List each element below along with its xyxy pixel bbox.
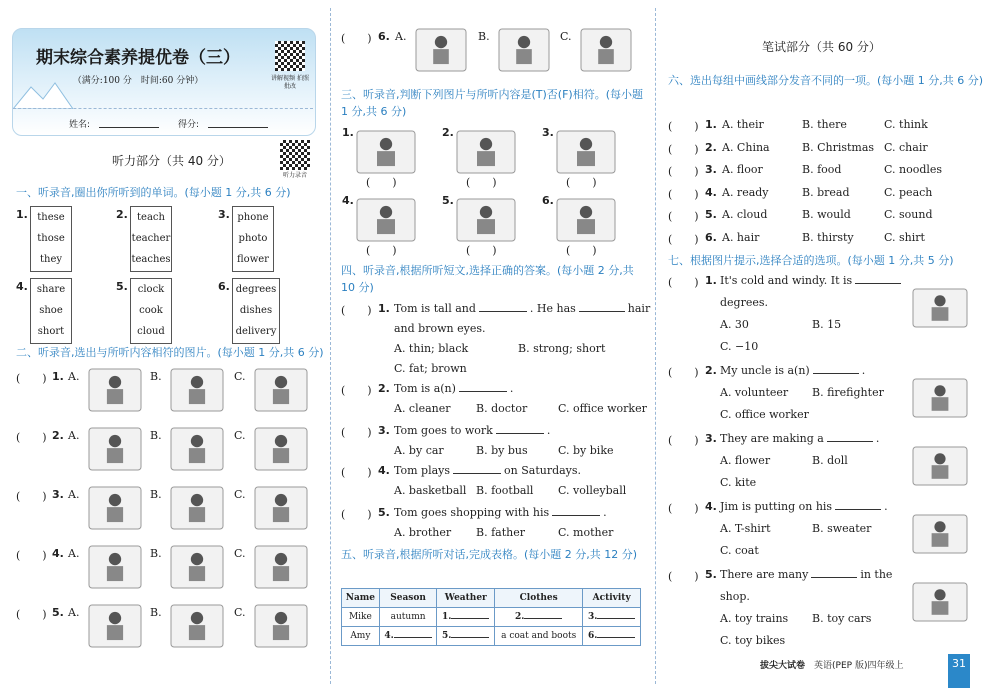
- footer-brand: 拔尖大试卷: [760, 661, 806, 671]
- blank-number: 5.: [442, 631, 452, 641]
- page-number: 31: [948, 654, 970, 688]
- table-cell: a coat and boots: [495, 627, 583, 646]
- question-number: 4.: [52, 547, 64, 560]
- option-letter: C.: [234, 547, 246, 560]
- question-number: 1.: [52, 370, 64, 383]
- answer-paren[interactable]: ( ): [466, 176, 497, 189]
- kids-running-picture: [254, 545, 308, 589]
- answer-blank[interactable]: [524, 618, 562, 619]
- answer-option[interactable]: A. T-shirt: [720, 522, 771, 535]
- answer-paren[interactable]: ( ): [668, 434, 699, 447]
- question-stem: .: [546, 424, 551, 437]
- footer: [760, 658, 903, 671]
- table-blank-cell[interactable]: [437, 627, 495, 646]
- word-option[interactable]: B. food: [802, 163, 842, 176]
- table-header-row: [342, 589, 641, 608]
- word-option[interactable]: C. peach: [884, 185, 933, 199]
- question-stem: Tom is a(n): [394, 382, 456, 395]
- word-option[interactable]: C. chair: [884, 140, 928, 154]
- listening-heading: 听力部分（共 40 分）: [112, 154, 231, 168]
- question-stem: Tom plays: [394, 464, 451, 477]
- page-title: 期末综合素养提优卷（三）: [36, 48, 240, 68]
- word-option[interactable]: these: [37, 212, 65, 223]
- section-title: 三、听录音,判断下列图片与所听内容是(T)否(F)相符。(每小题 1 分,共 6 分): [341, 88, 643, 118]
- word-option[interactable]: dishes: [239, 305, 273, 316]
- table-tennis-picture: [556, 130, 616, 174]
- word-option[interactable]: shoe: [39, 305, 63, 316]
- answer-paren[interactable]: ( ): [668, 165, 699, 178]
- question-text: [394, 506, 607, 519]
- question-number: 3.: [378, 424, 390, 437]
- answer-option[interactable]: C. fat; brown: [394, 362, 467, 375]
- answer-option[interactable]: A. brother: [394, 526, 452, 539]
- question-text: shop.: [720, 590, 750, 603]
- table-row: [342, 608, 641, 627]
- score-field[interactable]: [208, 127, 268, 128]
- boy-on-bike-picture: [254, 368, 308, 412]
- question-stem: hair: [627, 302, 651, 315]
- answer-blank[interactable]: [813, 373, 859, 374]
- question-stem: .: [875, 432, 880, 445]
- question-number: 4.: [16, 280, 28, 293]
- answer-paren[interactable]: ( ): [16, 549, 47, 562]
- answer-paren[interactable]: ( ): [566, 176, 597, 189]
- option-letter: B.: [150, 547, 162, 560]
- answer-option[interactable]: B. doctor: [476, 402, 528, 415]
- answer-paren[interactable]: ( ): [668, 366, 699, 379]
- word-option[interactable]: A. cloud: [722, 208, 768, 221]
- answer-option[interactable]: B. strong; short: [518, 342, 606, 355]
- question-number: 2.: [705, 140, 717, 154]
- word-option[interactable]: teaches: [131, 254, 171, 265]
- word-option[interactable]: B. thirsty: [802, 230, 854, 244]
- question-text: [720, 274, 904, 287]
- girl-guitar-picture: [456, 130, 516, 174]
- table-blank-cell[interactable]: [583, 608, 641, 627]
- section-title: 五、听录音,根据所听对话,完成表格。(每小题 2 分,共 12 分): [341, 548, 638, 561]
- answer-option[interactable]: C. −10: [720, 340, 759, 353]
- toy-cars-picture: [912, 582, 968, 622]
- table-blank-cell[interactable]: [437, 608, 495, 627]
- answer-option[interactable]: A. by car: [394, 444, 444, 457]
- answer-option[interactable]: A. flower: [720, 454, 771, 467]
- question-stem: .: [861, 364, 866, 377]
- sneakers-picture: [356, 198, 416, 242]
- table-cell: autumn: [379, 608, 437, 627]
- kids-making-kite-picture: [912, 446, 968, 486]
- answer-blank[interactable]: [855, 283, 901, 284]
- answer-option[interactable]: B. sweater: [812, 522, 872, 535]
- question-text: [720, 568, 892, 581]
- name-label: 姓名:: [69, 120, 91, 130]
- answer-paren[interactable]: ( ): [668, 120, 699, 133]
- word-box: [232, 206, 274, 272]
- question-stem: They are making a: [720, 432, 824, 445]
- word-box: [30, 278, 72, 344]
- answer-paren[interactable]: ( ): [341, 384, 372, 397]
- word-option[interactable]: flower: [237, 254, 269, 265]
- word-option[interactable]: clock: [137, 284, 165, 295]
- shop-front-picture: [556, 198, 616, 242]
- answer-option[interactable]: B. doll: [812, 454, 848, 467]
- table-cell: Amy: [342, 627, 380, 646]
- word-box: [130, 206, 172, 272]
- section-title: 七、根据图片提示,选择合适的选项。(每小题 1 分,共 5 分): [668, 254, 954, 267]
- crowd-playing-picture: [88, 545, 142, 589]
- toilet-doors-picture: [88, 604, 142, 648]
- word-box: [232, 278, 280, 344]
- question-text: [720, 432, 879, 445]
- question-number: 5.: [705, 208, 717, 221]
- kids-cooking-picture: [88, 427, 142, 471]
- answer-option[interactable]: C. coat: [720, 544, 759, 557]
- question-number: 3.: [52, 488, 64, 501]
- column-divider: [655, 8, 656, 684]
- option-letter: A.: [68, 488, 80, 501]
- question-number: 6.: [705, 230, 717, 244]
- question-number: 6.: [542, 194, 554, 207]
- word-option[interactable]: photo: [238, 233, 268, 244]
- question-stem: .: [603, 506, 607, 519]
- table-header-cell: Weather: [437, 589, 495, 608]
- answer-paren[interactable]: ( ): [341, 32, 372, 45]
- answer-paren[interactable]: ( ): [16, 372, 47, 385]
- answer-paren[interactable]: ( ): [341, 508, 372, 521]
- answer-option[interactable]: C. office worker: [558, 402, 647, 415]
- kids-park-picture: [456, 198, 516, 242]
- answer-option[interactable]: C. volleyball: [558, 484, 627, 497]
- question-number: 3.: [705, 163, 717, 176]
- word-option[interactable]: A. China: [722, 140, 770, 154]
- answer-option[interactable]: A. cleaner: [394, 402, 451, 415]
- question-number: 1.: [16, 208, 28, 221]
- answer-option[interactable]: B. father: [476, 526, 525, 539]
- qr-caption: 讲解视频 拍照批改: [271, 75, 309, 90]
- question-text: [720, 500, 888, 513]
- footer-book: 英语(PEP 版)四年级上: [814, 661, 904, 671]
- answer-blank[interactable]: [835, 509, 881, 510]
- word-box: [130, 278, 172, 344]
- answer-option[interactable]: C. mother: [558, 526, 614, 539]
- word-option[interactable]: A. floor: [722, 163, 763, 176]
- option-letter: A.: [68, 429, 80, 442]
- listening-table: [341, 588, 641, 646]
- word-option[interactable]: B. would: [802, 208, 851, 221]
- answer-paren[interactable]: ( ): [668, 276, 699, 289]
- question-stem: in the: [860, 568, 893, 581]
- answer-paren[interactable]: ( ): [668, 210, 699, 223]
- option-letter: A.: [68, 370, 80, 383]
- answer-blank[interactable]: [479, 311, 527, 312]
- question-number: 1.: [705, 274, 717, 287]
- table-header-cell: Name: [342, 589, 380, 608]
- question-text: [394, 424, 550, 437]
- question-number: 5.: [52, 606, 64, 619]
- blank-number: 4.: [384, 631, 394, 641]
- word-option[interactable]: C. sound: [884, 208, 933, 221]
- question-text: [720, 364, 865, 377]
- question-stem: It's cold and windy. It is: [720, 274, 853, 287]
- word-option[interactable]: B. bread: [802, 185, 850, 199]
- word-option[interactable]: teacher: [131, 233, 171, 244]
- answer-option[interactable]: B. firefighter: [812, 386, 884, 399]
- question-number: 3.: [218, 208, 230, 221]
- answer-blank[interactable]: [496, 433, 544, 434]
- answer-option[interactable]: B. toy cars: [812, 612, 872, 625]
- section-title: 四、听录音,根据所听短文,选择正确的答案。(每小题 2 分,共 10 分): [341, 264, 634, 294]
- answer-paren[interactable]: ( ): [466, 244, 497, 257]
- question-text: [394, 382, 513, 395]
- question-number: 4.: [705, 185, 717, 199]
- option-letter: A.: [395, 30, 407, 43]
- question-stem: on Saturdays.: [504, 464, 582, 477]
- question-stem: Tom is tall and: [394, 302, 476, 315]
- question-stem: . He has: [529, 302, 576, 315]
- word-option[interactable]: C. shirt: [884, 230, 925, 244]
- answer-blank[interactable]: [451, 618, 489, 619]
- section-title: 二、听录音,选出与所听内容相符的图片。(每小题 1 分,共 6 分): [16, 346, 324, 359]
- word-option[interactable]: those: [37, 233, 65, 244]
- answer-option[interactable]: A. volunteer: [720, 386, 789, 399]
- answer-paren[interactable]: ( ): [341, 466, 372, 479]
- office-woman-picture: [912, 378, 968, 418]
- answer-paren[interactable]: ( ): [366, 244, 397, 257]
- question-number: 1.: [342, 126, 354, 139]
- answer-option[interactable]: C. office worker: [720, 408, 809, 421]
- word-option[interactable]: C. noodles: [884, 163, 943, 176]
- question-number: 2.: [116, 208, 128, 221]
- question-number: 1.: [705, 118, 717, 131]
- section-title: 六、选出每组中画线部分发音不同的一项。(每小题 1 分,共 6 分): [668, 74, 984, 87]
- page-subtitle: （满分:100 分 时间:60 分钟）: [72, 76, 204, 86]
- answer-option[interactable]: C. by bike: [558, 444, 614, 457]
- option-letter: C.: [234, 606, 246, 619]
- kids-football-picture: [170, 545, 224, 589]
- answer-paren[interactable]: ( ): [668, 142, 699, 156]
- blank-number: 3.: [587, 612, 598, 622]
- question-text: and brown eyes.: [394, 322, 486, 335]
- question-number: 3.: [705, 432, 717, 445]
- blank-number: 6.: [587, 631, 598, 641]
- question-stem: Tom goes to work: [394, 424, 493, 437]
- kids-jumping-picture: [88, 486, 142, 530]
- word-option[interactable]: B. Christmas: [802, 140, 875, 154]
- answer-paren[interactable]: ( ): [668, 570, 699, 583]
- answer-paren[interactable]: ( ): [566, 244, 597, 257]
- answer-option[interactable]: B. 15: [812, 318, 842, 331]
- question-number: 6.: [378, 30, 390, 43]
- word-option[interactable]: cook: [139, 305, 163, 316]
- answer-paren[interactable]: ( ): [668, 187, 699, 201]
- city-buildings-picture: [170, 604, 224, 648]
- qr-code-icon[interactable]: [280, 140, 310, 170]
- answer-paren[interactable]: ( ): [341, 304, 372, 317]
- kids-dancing-picture: [170, 486, 224, 530]
- option-letter: B.: [478, 30, 490, 43]
- answer-paren[interactable]: ( ): [16, 608, 47, 621]
- question-text: [394, 464, 581, 477]
- question-number: 4.: [342, 194, 354, 207]
- answer-blank[interactable]: [827, 441, 873, 442]
- table-row: [342, 627, 641, 646]
- answer-paren[interactable]: ( ): [341, 426, 372, 439]
- option-letter: B.: [150, 429, 162, 442]
- snowy-scene-picture: [912, 288, 968, 328]
- word-option[interactable]: teach: [137, 212, 165, 223]
- name-field[interactable]: [99, 127, 159, 128]
- question-number: 5.: [116, 280, 128, 293]
- option-letter: A.: [68, 606, 80, 619]
- question-stem: .: [884, 500, 888, 513]
- boy-singing-picture: [170, 368, 224, 412]
- answer-option[interactable]: C. kite: [720, 476, 757, 489]
- option-letter: A.: [68, 547, 80, 560]
- question-number: 6.: [218, 280, 230, 293]
- written-heading: 笔试部分（共 60 分）: [762, 40, 881, 54]
- answer-blank[interactable]: [597, 637, 635, 638]
- answer-option[interactable]: C. toy bikes: [720, 634, 786, 647]
- table-header-cell: Season: [379, 589, 437, 608]
- word-option[interactable]: cloud: [137, 326, 165, 337]
- answer-paren[interactable]: ( ): [366, 176, 397, 189]
- question-number: 4.: [378, 464, 390, 477]
- room-scene-picture: [254, 427, 308, 471]
- toy-cars-robot-picture: [498, 28, 550, 72]
- answer-paren[interactable]: ( ): [668, 232, 699, 246]
- option-letter: C.: [234, 370, 246, 383]
- qr-caption: 听力录音: [282, 172, 307, 179]
- answer-blank[interactable]: [597, 618, 635, 619]
- word-option[interactable]: phone: [237, 212, 269, 223]
- word-option[interactable]: A. ready: [722, 185, 769, 199]
- answer-blank[interactable]: [451, 637, 489, 638]
- answer-blank[interactable]: [552, 515, 600, 516]
- mobile-phones-picture: [580, 28, 632, 72]
- table-cell: Mike: [342, 608, 380, 627]
- table-header-cell: Clothes: [495, 589, 583, 608]
- answer-option[interactable]: A. toy trains: [720, 612, 789, 625]
- question-stem: There are many: [720, 568, 809, 581]
- answer-blank[interactable]: [394, 637, 432, 638]
- family-shopping-picture: [254, 486, 308, 530]
- question-text: degrees.: [720, 296, 769, 309]
- table-header-cell: Activity: [583, 589, 641, 608]
- word-option[interactable]: C. think: [884, 118, 928, 131]
- question-number: 4.: [705, 500, 717, 513]
- word-option[interactable]: short: [37, 326, 65, 337]
- girl-at-desk-picture: [88, 368, 142, 412]
- option-letter: C.: [560, 30, 572, 43]
- column-divider: [330, 8, 331, 684]
- girl-cooking-picture: [356, 130, 416, 174]
- blank-number: 1.: [442, 612, 452, 622]
- question-number: 3.: [542, 126, 554, 139]
- name-score-bar: [13, 108, 313, 135]
- question-number: 2.: [378, 382, 390, 395]
- answer-paren[interactable]: ( ): [668, 502, 699, 515]
- question-stem: My uncle is a(n): [720, 364, 810, 377]
- word-option[interactable]: they: [39, 254, 63, 265]
- beach-scene-picture: [170, 427, 224, 471]
- answer-paren[interactable]: ( ): [16, 490, 47, 503]
- table-blank-cell[interactable]: [583, 627, 641, 646]
- word-option[interactable]: degrees: [235, 284, 277, 295]
- answer-paren[interactable]: ( ): [16, 431, 47, 444]
- answer-option[interactable]: B. by bus: [476, 444, 528, 457]
- table-blank-cell[interactable]: [379, 627, 437, 646]
- answer-option[interactable]: A. thin; black: [394, 342, 469, 355]
- word-box: [30, 206, 72, 272]
- answer-option[interactable]: A. basketball: [394, 484, 467, 497]
- question-number: 2.: [52, 429, 64, 442]
- section-title: 一、听录音,圈出你所听到的单词。(每小题 1 分,共 6 分): [16, 186, 291, 199]
- question-number: 1.: [378, 302, 390, 315]
- boy-dressing-picture: [912, 514, 968, 554]
- word-option[interactable]: delivery: [235, 326, 277, 337]
- answer-blank[interactable]: [811, 577, 857, 578]
- answer-option[interactable]: A. 30: [720, 318, 749, 331]
- option-letter: C.: [234, 488, 246, 501]
- option-letter: B.: [150, 488, 162, 501]
- question-number: 5.: [378, 506, 390, 519]
- question-number: 5.: [442, 194, 454, 207]
- question-number: 2.: [442, 126, 454, 139]
- answer-option[interactable]: B. football: [476, 484, 534, 497]
- word-option[interactable]: B. there: [802, 118, 847, 131]
- word-option[interactable]: share: [36, 284, 66, 295]
- option-letter: C.: [234, 429, 246, 442]
- mountain-icon: [13, 79, 73, 109]
- option-letter: B.: [150, 370, 162, 383]
- answer-blank[interactable]: [453, 473, 501, 474]
- answer-blank[interactable]: [579, 311, 625, 312]
- score-label: 得分:: [178, 120, 200, 130]
- question-stem: Tom goes shopping with his: [394, 506, 550, 519]
- table-blank-cell[interactable]: [495, 608, 583, 627]
- question-stem: .: [509, 382, 514, 395]
- swimming-pool-picture: [254, 604, 308, 648]
- books-stack-picture: [415, 28, 467, 72]
- answer-blank[interactable]: [459, 391, 507, 392]
- question-stem: Jim is putting on his: [720, 500, 833, 513]
- question-text: [394, 302, 650, 315]
- question-number: 2.: [705, 364, 717, 377]
- word-option[interactable]: A. hair: [722, 230, 760, 244]
- qr-code-icon[interactable]: [275, 41, 305, 71]
- question-number: 5.: [705, 568, 717, 581]
- blank-number: 2.: [514, 612, 525, 622]
- word-option[interactable]: A. their: [722, 118, 764, 131]
- option-letter: B.: [150, 606, 162, 619]
